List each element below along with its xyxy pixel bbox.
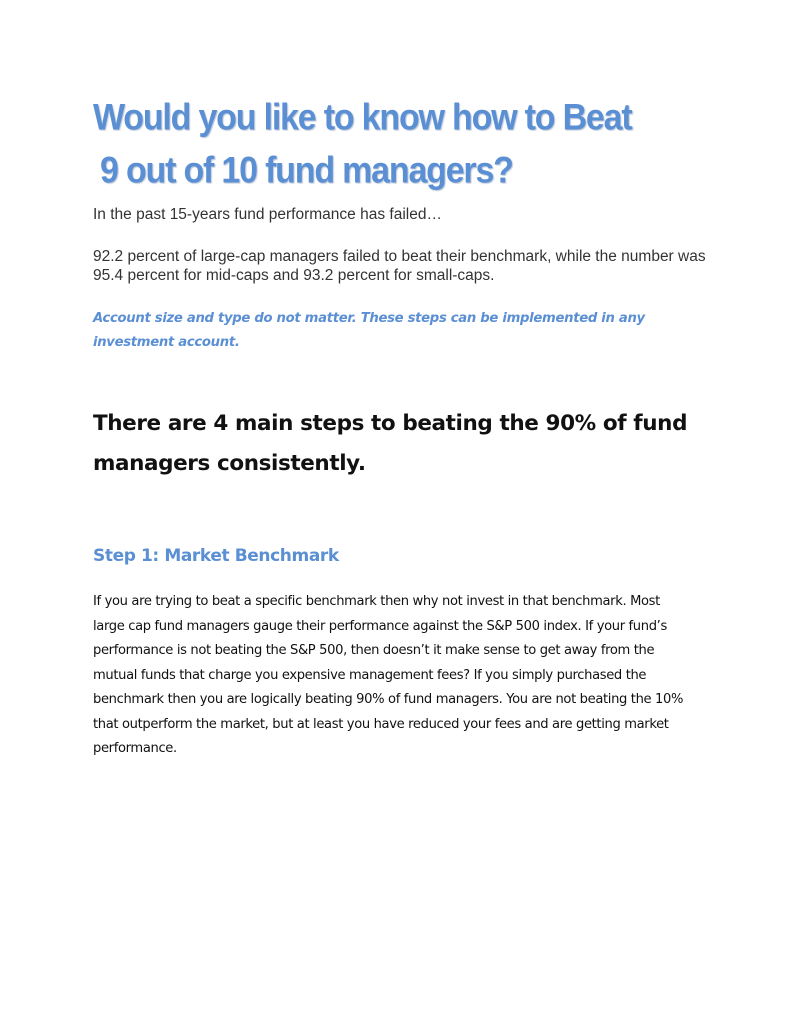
step-1-title: Step 1: Market Benchmark <box>93 546 339 566</box>
section-heading: There are 4 main steps to beating the 90% of fund managers consistently. <box>93 411 688 476</box>
account-note: Account size and type do not matter. These steps can be implemented in any investment account. <box>93 311 645 350</box>
intro-text: In the past 15-years fund performance has failed… <box>93 206 442 223</box>
page-title-line-1: Would you like to know how to Beat <box>93 97 632 139</box>
stats-paragraph: 92.2 percent of large-cap managers failed to beat their benchmark, while the number was 95.4 percent for mid-caps and 93.2 percent for small-caps. <box>93 248 706 284</box>
step-1-body: If you are trying to beat a specific benchmark then why not invest in that benchmark. Most large cap fund managers gauge their performance against the S&P 500 index. If your fund’s performance is not beating the S&P 500, then doesn’t it make sense to get away from the mutual funds that charge you expensive management fees? If you simply purchased the benchmark then you are logically beating 90% of fund managers. You are not beating the 10% that outperform the market, but at least you have reduced your fees and are getting market performance. <box>93 594 684 756</box>
page-title-line-2: 9 out of 10 fund managers? <box>100 150 513 192</box>
